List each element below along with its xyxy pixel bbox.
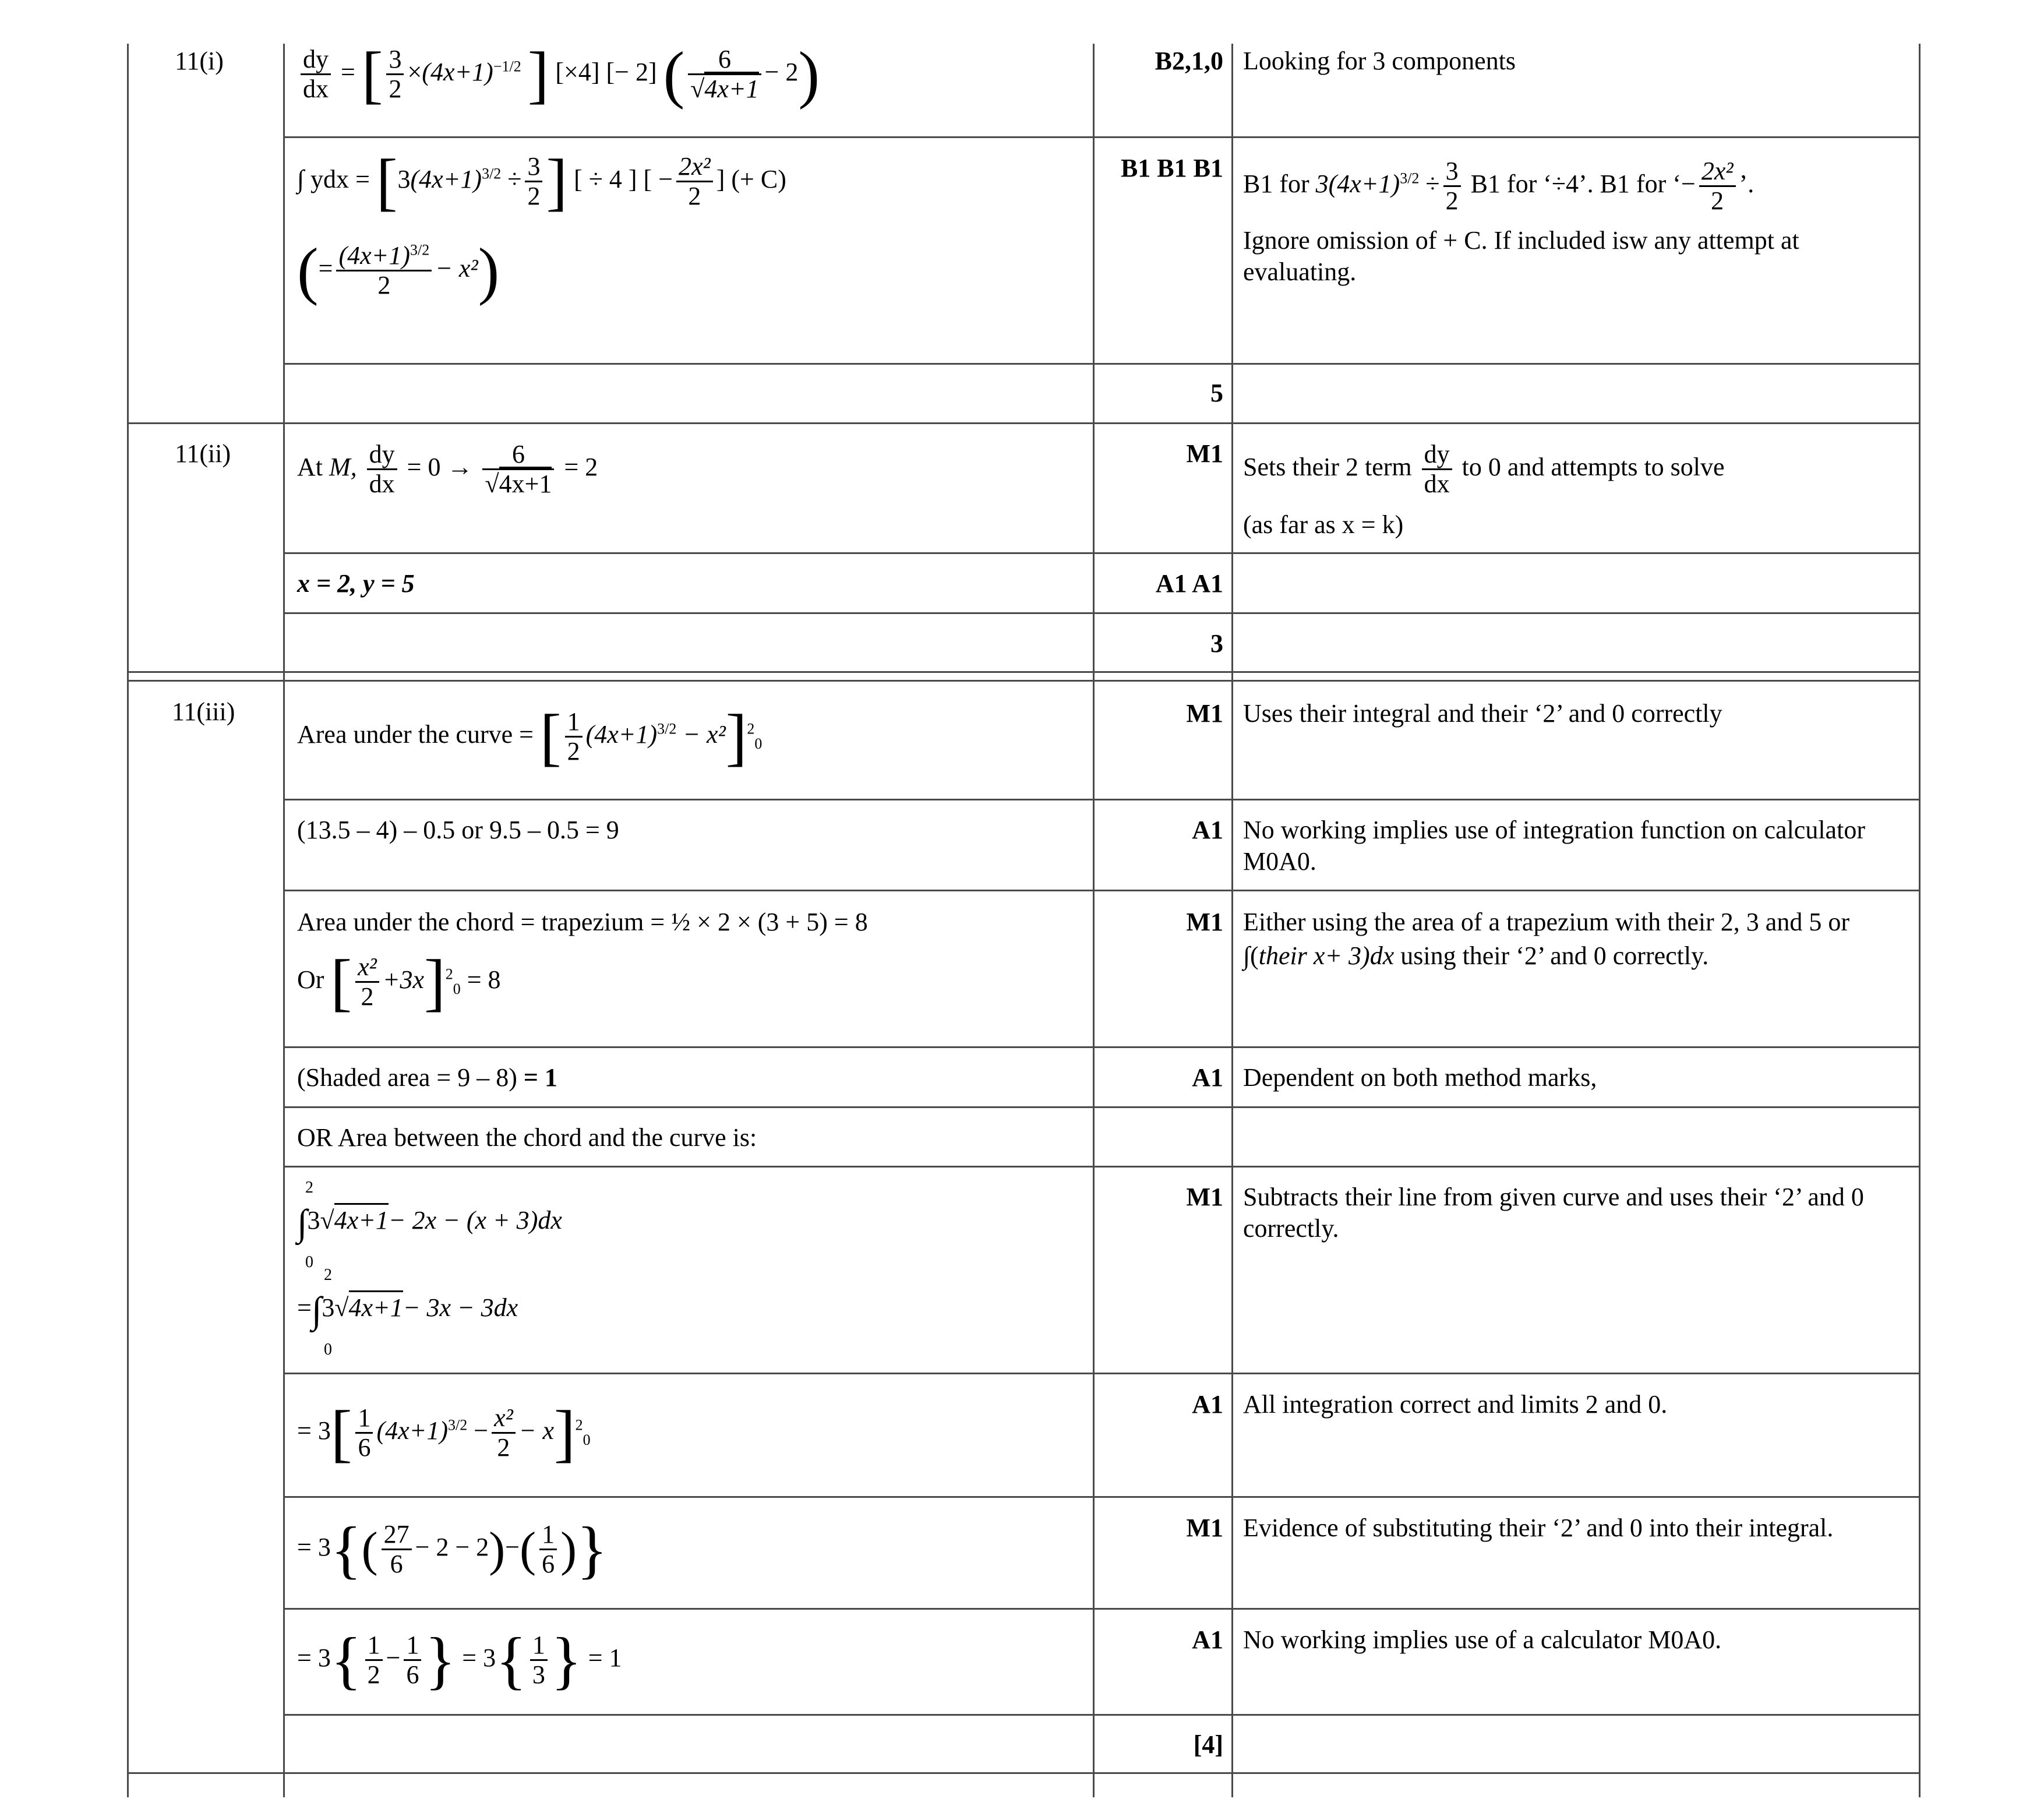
integral-expression: ∫ ydx = [$3(4x+1)^{3/2}$ ÷ $\frac{3}{2}$ ] [ ÷ 4 ] [ − $\frac{\text{2x²}}{2}$ ] (+ C) <box>297 146 786 217</box>
table-border <box>283 1166 1921 1167</box>
question-label: 11(ii) <box>175 439 231 468</box>
dy-dx-fraction: $\frac{dy}{dx}$ <box>301 45 331 104</box>
table-border <box>1093 44 1095 1797</box>
guidance-text: Evidence of substituting their ‘2’ and 0 into their integral. <box>1243 1514 1834 1542</box>
mark-allocation: A1 A1 <box>1155 569 1223 598</box>
guidance-text: Either using the area of a trapezium with their 2, 3 and 5 or <box>1243 908 1849 936</box>
mark-allocation: M1 <box>1186 439 1223 468</box>
table-border <box>283 890 1921 891</box>
mark-allocation: B1 B1 B1 <box>1120 154 1223 182</box>
alt-integrated-expression: = 3[ $\frac{1}{6}$ $(4x+1)^{3/2}$ − $\frac{\text{x²}}{2}$ − x]$^2_0$ <box>297 1397 591 1469</box>
guidance-text: Sets their 2 term $\frac{dy}{dx}$ to 0 and attempts to solve <box>1243 440 1725 499</box>
table-border <box>283 612 1921 614</box>
table-border <box>127 671 1921 673</box>
table-border <box>127 44 129 1797</box>
guidance-text: All integration correct and limits 2 and 0. <box>1243 1390 1668 1419</box>
derivative-expression: $\frac{dy}{dx}$ = [ $\frac{3}{2}$ $\times(4x+1)^{-1/2}$ ] [×4] [− 2] ( $\frac{6}{√4x+1}$ − 2) <box>297 45 820 104</box>
guidance-text: ∫(their x+ 3)dx using their ‘2’ and 0 correctly. <box>1243 941 1709 970</box>
table-border <box>127 1772 1921 1774</box>
mark-allocation: A1 <box>1192 1390 1223 1419</box>
mark-allocation: A1 <box>1192 1625 1223 1654</box>
integral-simplified: (= $\frac{(4x+1)^{3/2}}{2}$ − x²) <box>297 235 500 306</box>
mark-allocation: B2,1,0 <box>1155 47 1223 75</box>
table-border <box>283 1373 1921 1374</box>
mark-allocation: A1 <box>1192 1063 1223 1092</box>
guidance-text: Subtracts their line from given curve and uses their ‘2’ and 0 correctly. <box>1243 1183 1864 1243</box>
guidance-text: B1 for $3(4x+1)^{3/2}$ ÷ $\frac{3}{2}$ B1 for ‘÷4’. B1 for ‘− $\frac{\text{2x²}}{2}$ ’. <box>1243 157 1754 216</box>
table-border <box>283 799 1921 800</box>
table-border <box>127 680 1921 682</box>
table-border <box>283 1046 1921 1048</box>
mark-allocation: M1 <box>1186 908 1223 936</box>
mark-allocation: M1 <box>1186 1514 1223 1542</box>
guidance-text: No working implies use of a calculator M0A0. <box>1243 1625 1722 1654</box>
table-border <box>283 44 285 1797</box>
table-border <box>283 1106 1921 1108</box>
guidance-text: No working implies use of integration function on calculator M0A0. <box>1243 816 1865 876</box>
guidance-text: (as far as x = k) <box>1243 510 1404 539</box>
table-border <box>283 552 1921 554</box>
table-border <box>283 1608 1921 1610</box>
mark-allocation: M1 <box>1186 1183 1223 1211</box>
mark-allocation: A1 <box>1192 816 1223 844</box>
alt-integral-line1: 2 0 ∫3√4x+1− 2x − (x + 3)dx <box>297 1179 562 1271</box>
table-border <box>283 136 1921 138</box>
final-evaluation: = 3{ $\frac{1}{2}$ − $\frac{1}{6}$ } = 3{ $\frac{1}{3}$ } = 1 <box>297 1624 622 1696</box>
stationary-point-working: At M, $\frac{dy}{dx}$ = 0 → $\frac{6}{√4x+1}$ = 2 <box>297 440 598 499</box>
shaded-area-answer: (Shaded area = 9 – 8) = 1 <box>297 1063 557 1092</box>
table-border <box>1919 44 1921 1797</box>
total-marks: 3 <box>1210 629 1223 658</box>
area-under-curve: Area under the curve = [ $\frac{1}{2}$ $(4x+1)^{3/2} - x^2]^2_0$ <box>297 701 762 773</box>
guidance-text: Looking for 3 components <box>1243 47 1516 75</box>
substitution-line: = 3{( $\frac{27}{6}$ − 2 − 2)−( $\frac{1}{6}$ )} <box>297 1514 608 1585</box>
working-line: (13.5 – 4) – 0.5 or 9.5 – 0.5 = 9 <box>297 816 619 844</box>
table-border <box>283 363 1921 365</box>
table-border <box>127 422 1921 424</box>
table-border <box>283 1714 1921 1716</box>
chord-integral: Or [ $\frac{\text{x²}}{2}$ +3x]$^2_0$ = 8 <box>297 946 501 1018</box>
answer-coordinates: x = 2, y = 5 <box>297 569 415 598</box>
mark-allocation: M1 <box>1186 699 1223 728</box>
table-border <box>1231 44 1233 1797</box>
total-marks: 5 <box>1210 379 1223 407</box>
alt-integral-line2: 2 0 =∫3√4x+1− 3x − 3dx <box>297 1266 518 1359</box>
alternative-method-heading: OR Area between the chord and the curve is: <box>297 1123 757 1152</box>
guidance-text: Uses their integral and their ‘2’ and 0 correctly <box>1243 699 1722 728</box>
working-line: Area under the chord = trapezium = ½ × 2 × (3 + 5) = 8 <box>297 908 868 936</box>
question-label: 11(iii) <box>172 697 235 726</box>
question-label: 11(i) <box>175 47 224 75</box>
table-border <box>283 1496 1921 1498</box>
guidance-text: Ignore omission of + C. If included isw any attempt at evaluating. <box>1243 226 1799 286</box>
guidance-text: Dependent on both method marks, <box>1243 1063 1597 1092</box>
total-marks: [4] <box>1193 1730 1223 1759</box>
